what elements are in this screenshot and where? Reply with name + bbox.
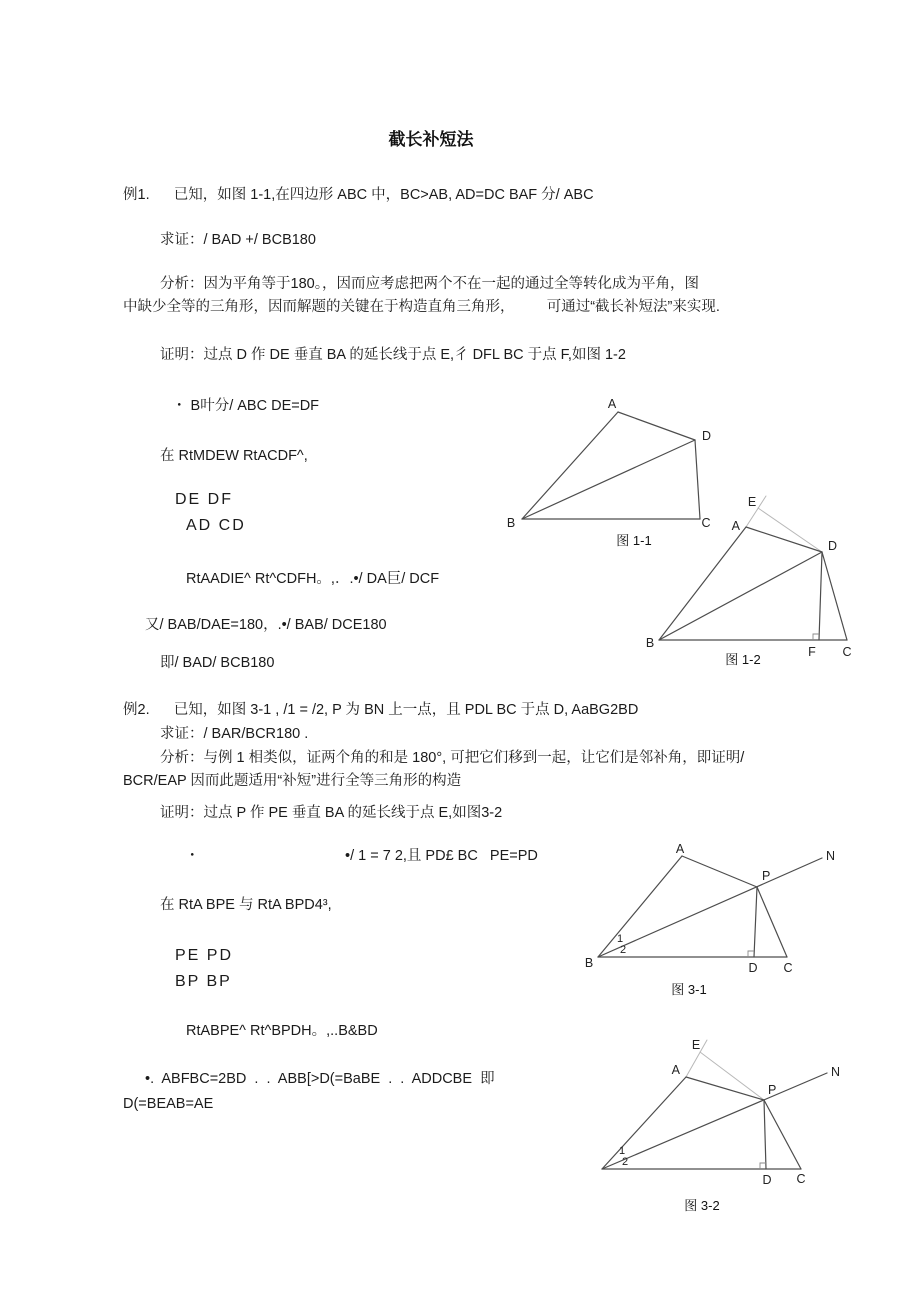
angle-label-2: 2 <box>619 944 627 956</box>
line-ex1-proof: 证明：过点 D 作 DE 垂直 BA 的延长线于点 E,彳 DFL BC 于点 F,如图 1-2 <box>160 347 626 363</box>
figure-3-1-edges <box>598 856 822 957</box>
point-label-c: C <box>842 645 852 659</box>
edge-bd-diagonal <box>659 552 822 640</box>
edge-pe <box>700 1052 764 1100</box>
figure-1-2-caption: 图 1-2 <box>725 652 761 667</box>
edge-pd <box>754 887 757 957</box>
line-ex2-step-1: 在 RtA BPE 与 RtA BPD4³, <box>160 897 332 913</box>
edge-df <box>819 552 822 640</box>
point-label-b: B <box>584 956 594 970</box>
figure-3-1-caption: 图 3-1 <box>671 982 707 997</box>
edge-ba <box>659 527 746 640</box>
line-ex2-proof: 证明：过点 P 作 PE 垂直 BA 的延长线于点 E,如图3-2 <box>160 805 503 821</box>
line-ex2-step-4: D(=BEAB=AE <box>123 1096 214 1112</box>
figure-1-2 <box>640 494 875 674</box>
line-ex2-eq-2: BP BP <box>175 973 232 990</box>
right-angle-mark-f <box>813 634 819 640</box>
line-ex2-dot: ・ <box>185 848 200 864</box>
angle-label-1: 1 <box>616 933 624 945</box>
line-ex2-eq-1: PE PD <box>175 947 234 964</box>
line-ex2-step-3: •. ABFBC=2BD . . ABB[>D(=BaBE . . ADDCBE 即 <box>145 1071 495 1087</box>
point-label-a: A <box>731 519 740 533</box>
edge-ap <box>686 1077 764 1100</box>
point-label-c: C <box>796 1172 806 1186</box>
point-label-n: N <box>831 1065 841 1079</box>
point-label-e: E <box>691 1038 701 1052</box>
point-label-c: C <box>783 961 793 975</box>
edge-pd <box>764 1100 766 1169</box>
point-label-n: N <box>826 849 836 863</box>
line-ex1-step-1: ・ B叶分/ ABC DE=DF <box>172 398 320 414</box>
line-ex2-intro: 例2. 已知，如图 3-1 , /1 = /2, P 为 BN 上一点，且 PDL BC 于点 D, AaBG2BD <box>123 702 639 718</box>
line-ex1-analysis-1: 分析：因为平角等于180。，因而应考虑把两个不在一起的通过全等转化成为平角，图 <box>160 276 699 292</box>
edge-ad <box>746 527 822 552</box>
line-ex1-step-4: 又/ BAB/DAE=180，.•/ BAB/ DCE180 <box>145 617 387 633</box>
edge-ba <box>602 1077 686 1169</box>
point-label-f: F <box>808 645 816 659</box>
page-title: 截长补短法 <box>388 130 474 149</box>
edge-ba <box>598 856 682 957</box>
line-ex1-analysis-2: 中缺少全等的三角形，因而解题的关键在于构造直角三角形， 可通过“截长补短法”来实现. <box>123 299 720 315</box>
point-label-a: A <box>607 397 617 411</box>
line-ex1-step-5: 即/ BAD/ BCB180 <box>160 655 275 671</box>
line-ex2-analysis-1: 分析：与例 1 相类似，证两个角的和是 180°, 可把它们移到一起，让它们是邻补角，即证明/ <box>160 750 745 766</box>
point-label-a: A <box>671 1063 680 1077</box>
point-label-d: D <box>748 961 758 975</box>
line-ex1-step-3: RtAADIE^ Rt^CDFH。,．.•/ DA巨/ DCF <box>186 571 440 587</box>
line-ex1-step-2: 在 RtMDEW RtACDF^, <box>160 448 308 464</box>
point-label-p: P <box>762 869 771 883</box>
point-label-c: C <box>701 516 711 530</box>
figure-1-1-caption: 图 1-1 <box>616 533 652 548</box>
figure-3-2-caption: 图 3-2 <box>684 1198 720 1213</box>
point-label-b: B <box>506 516 516 530</box>
figure-1-2-edges <box>659 496 847 640</box>
edge-ap <box>682 856 757 887</box>
point-label-e: E <box>747 495 757 509</box>
point-label-a: A <box>675 842 685 856</box>
angle-label-2: 2 <box>621 1156 629 1168</box>
point-label-p: P <box>768 1083 777 1097</box>
point-label-b: B <box>645 636 655 650</box>
edge-dc <box>822 552 847 640</box>
figure-3-2-edges <box>602 1040 827 1169</box>
point-label-d: D <box>702 429 712 443</box>
angle-label-1: 1 <box>618 1145 626 1157</box>
edge-bn <box>598 858 822 957</box>
edge-ad <box>618 412 695 440</box>
point-label-d: D <box>828 539 838 553</box>
line-ex1-eq-2: AD CD <box>186 517 246 534</box>
right-angle-mark-d <box>760 1163 766 1169</box>
line-ex2-prove: 求证：/ BAR/BCR180 . <box>160 726 309 742</box>
figure-3-1 <box>580 842 848 1002</box>
right-angle-mark-d <box>748 951 754 957</box>
figure-3-2 <box>585 1038 853 1218</box>
edge-de <box>758 508 822 552</box>
edge-pc <box>764 1100 801 1169</box>
line-ex2-step-2: RtABPE^ Rt^BPDH。,..B&BD <box>186 1023 378 1039</box>
edge-ba <box>522 412 618 519</box>
line-ex1-eq-1: DE DF <box>175 491 233 508</box>
line-ex1-intro: 例1. 已知，如图 1-1,在四边形 ABC 中，BC>AB, AD=DC BAF 分/ ABC <box>123 187 594 203</box>
edge-pc <box>757 887 787 957</box>
line-ex1-prove: 求证：/ BAD +/ BCB180 <box>160 232 316 248</box>
line-ex2-analysis-2: BCR/EAP 因而此题适用“补短”进行全等三角形的构造 <box>123 773 462 789</box>
line-ex2-cond: •/ 1 = 7 2,且 PD£ BC PE=PD <box>345 848 538 864</box>
point-label-d: D <box>762 1173 772 1187</box>
